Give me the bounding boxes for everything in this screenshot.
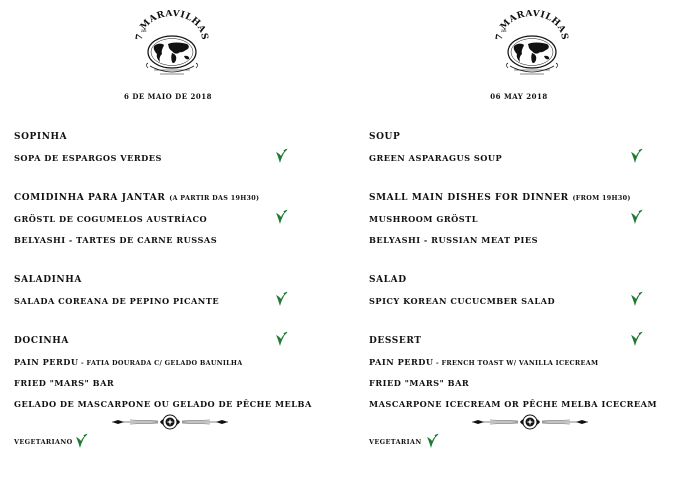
menu-date: 06 MAY 2018 bbox=[490, 92, 548, 101]
vegetarian-icon bbox=[629, 291, 643, 307]
section-title-mains bbox=[369, 193, 631, 203]
vegetarian-legend-icon bbox=[74, 433, 88, 449]
section-title-mains-note: (A PARTIR DAS 19H30) bbox=[169, 194, 260, 202]
menu-item-dessert-2: FRIED "MARS" BAR bbox=[369, 378, 470, 388]
section-title-soup: SOUP bbox=[369, 132, 401, 142]
vegetarian-legend-label: VEGETARIANO bbox=[14, 438, 73, 446]
restaurant-logo bbox=[492, 10, 572, 82]
section-title-dessert: DESSERT bbox=[369, 336, 422, 346]
vegetarian-legend-label: VEGETARIAN bbox=[369, 438, 422, 446]
menu-item-dessert-1-name: PAIN PERDU bbox=[14, 357, 79, 367]
menu-item-dessert-1-note: - FATIA DOURADA C/ GELADO BAUNILHA bbox=[78, 359, 243, 367]
menu-item-main-2: BELYASHI - TARTES DE CARNE RUSSAS bbox=[14, 235, 218, 245]
section-title-salad: SALAD bbox=[369, 275, 407, 285]
ornamental-divider bbox=[470, 414, 590, 430]
menu-item-salad: SALADA COREANA DE PEPINO PICANTE bbox=[14, 296, 220, 306]
menu-date: 6 DE MAIO DE 2018 bbox=[124, 92, 212, 101]
section-title-mains-label: COMIDINHA PARA JANTAR bbox=[14, 193, 166, 203]
menu-item-dessert-2: FRIED "MARS" BAR bbox=[14, 378, 115, 388]
menu-column-portuguese bbox=[0, 0, 340, 482]
menu-item-dessert-3: GELADO DE MASCARPONE OU GELADO DE PÊCHE MELBA bbox=[14, 399, 312, 409]
section-title-mains-note: (FROM 19H30) bbox=[572, 194, 631, 202]
menu-item-main-1: MUSHROOM GRÖSTL bbox=[369, 214, 479, 224]
menu-item-main-1: GRÖSTL DE COGUMELOS AUSTRÍACO bbox=[14, 214, 208, 224]
menu-column-english bbox=[355, 0, 695, 482]
section-title-soup: SOPINHA bbox=[14, 132, 68, 142]
vegetarian-icon bbox=[629, 148, 643, 164]
section-title-mains bbox=[14, 193, 259, 203]
menu-item-dessert-1-note: - FRENCH TOAST W/ VANILLA ICECREAM bbox=[433, 359, 599, 367]
section-title-mains-label: SMALL MAIN DISHES FOR DINNER bbox=[369, 193, 569, 203]
menu-item-main-2: BELYASHI - RUSSIAN MEAT PIES bbox=[369, 235, 539, 245]
vegetarian-icon bbox=[629, 209, 643, 225]
menu-item-soup: GREEN ASPARAGUS SOUP bbox=[369, 153, 503, 163]
menu-item-dessert-1-name: PAIN PERDU bbox=[369, 357, 434, 367]
vegetarian-icon bbox=[274, 331, 288, 347]
vegetarian-icon bbox=[274, 291, 288, 307]
ornamental-divider bbox=[110, 414, 230, 430]
vegetarian-icon bbox=[629, 331, 643, 347]
menu-item-salad: SPICY KOREAN CUCUCMBER SALAD bbox=[369, 296, 556, 306]
menu-item-soup: SOPA DE ESPARGOS VERDES bbox=[14, 153, 162, 163]
menu-item-dessert-1 bbox=[369, 357, 598, 367]
menu-item-dessert-3: MASCARPONE ICECREAM OR PÊCHE MELBA ICECREAM bbox=[369, 399, 658, 409]
section-title-dessert: DOCINHA bbox=[14, 336, 69, 346]
menu-item-dessert-1 bbox=[14, 357, 243, 367]
restaurant-logo bbox=[132, 10, 212, 82]
vegetarian-icon bbox=[274, 209, 288, 225]
vegetarian-icon bbox=[274, 148, 288, 164]
section-title-salad: SALADINHA bbox=[14, 275, 82, 285]
vegetarian-legend-icon bbox=[425, 433, 439, 449]
